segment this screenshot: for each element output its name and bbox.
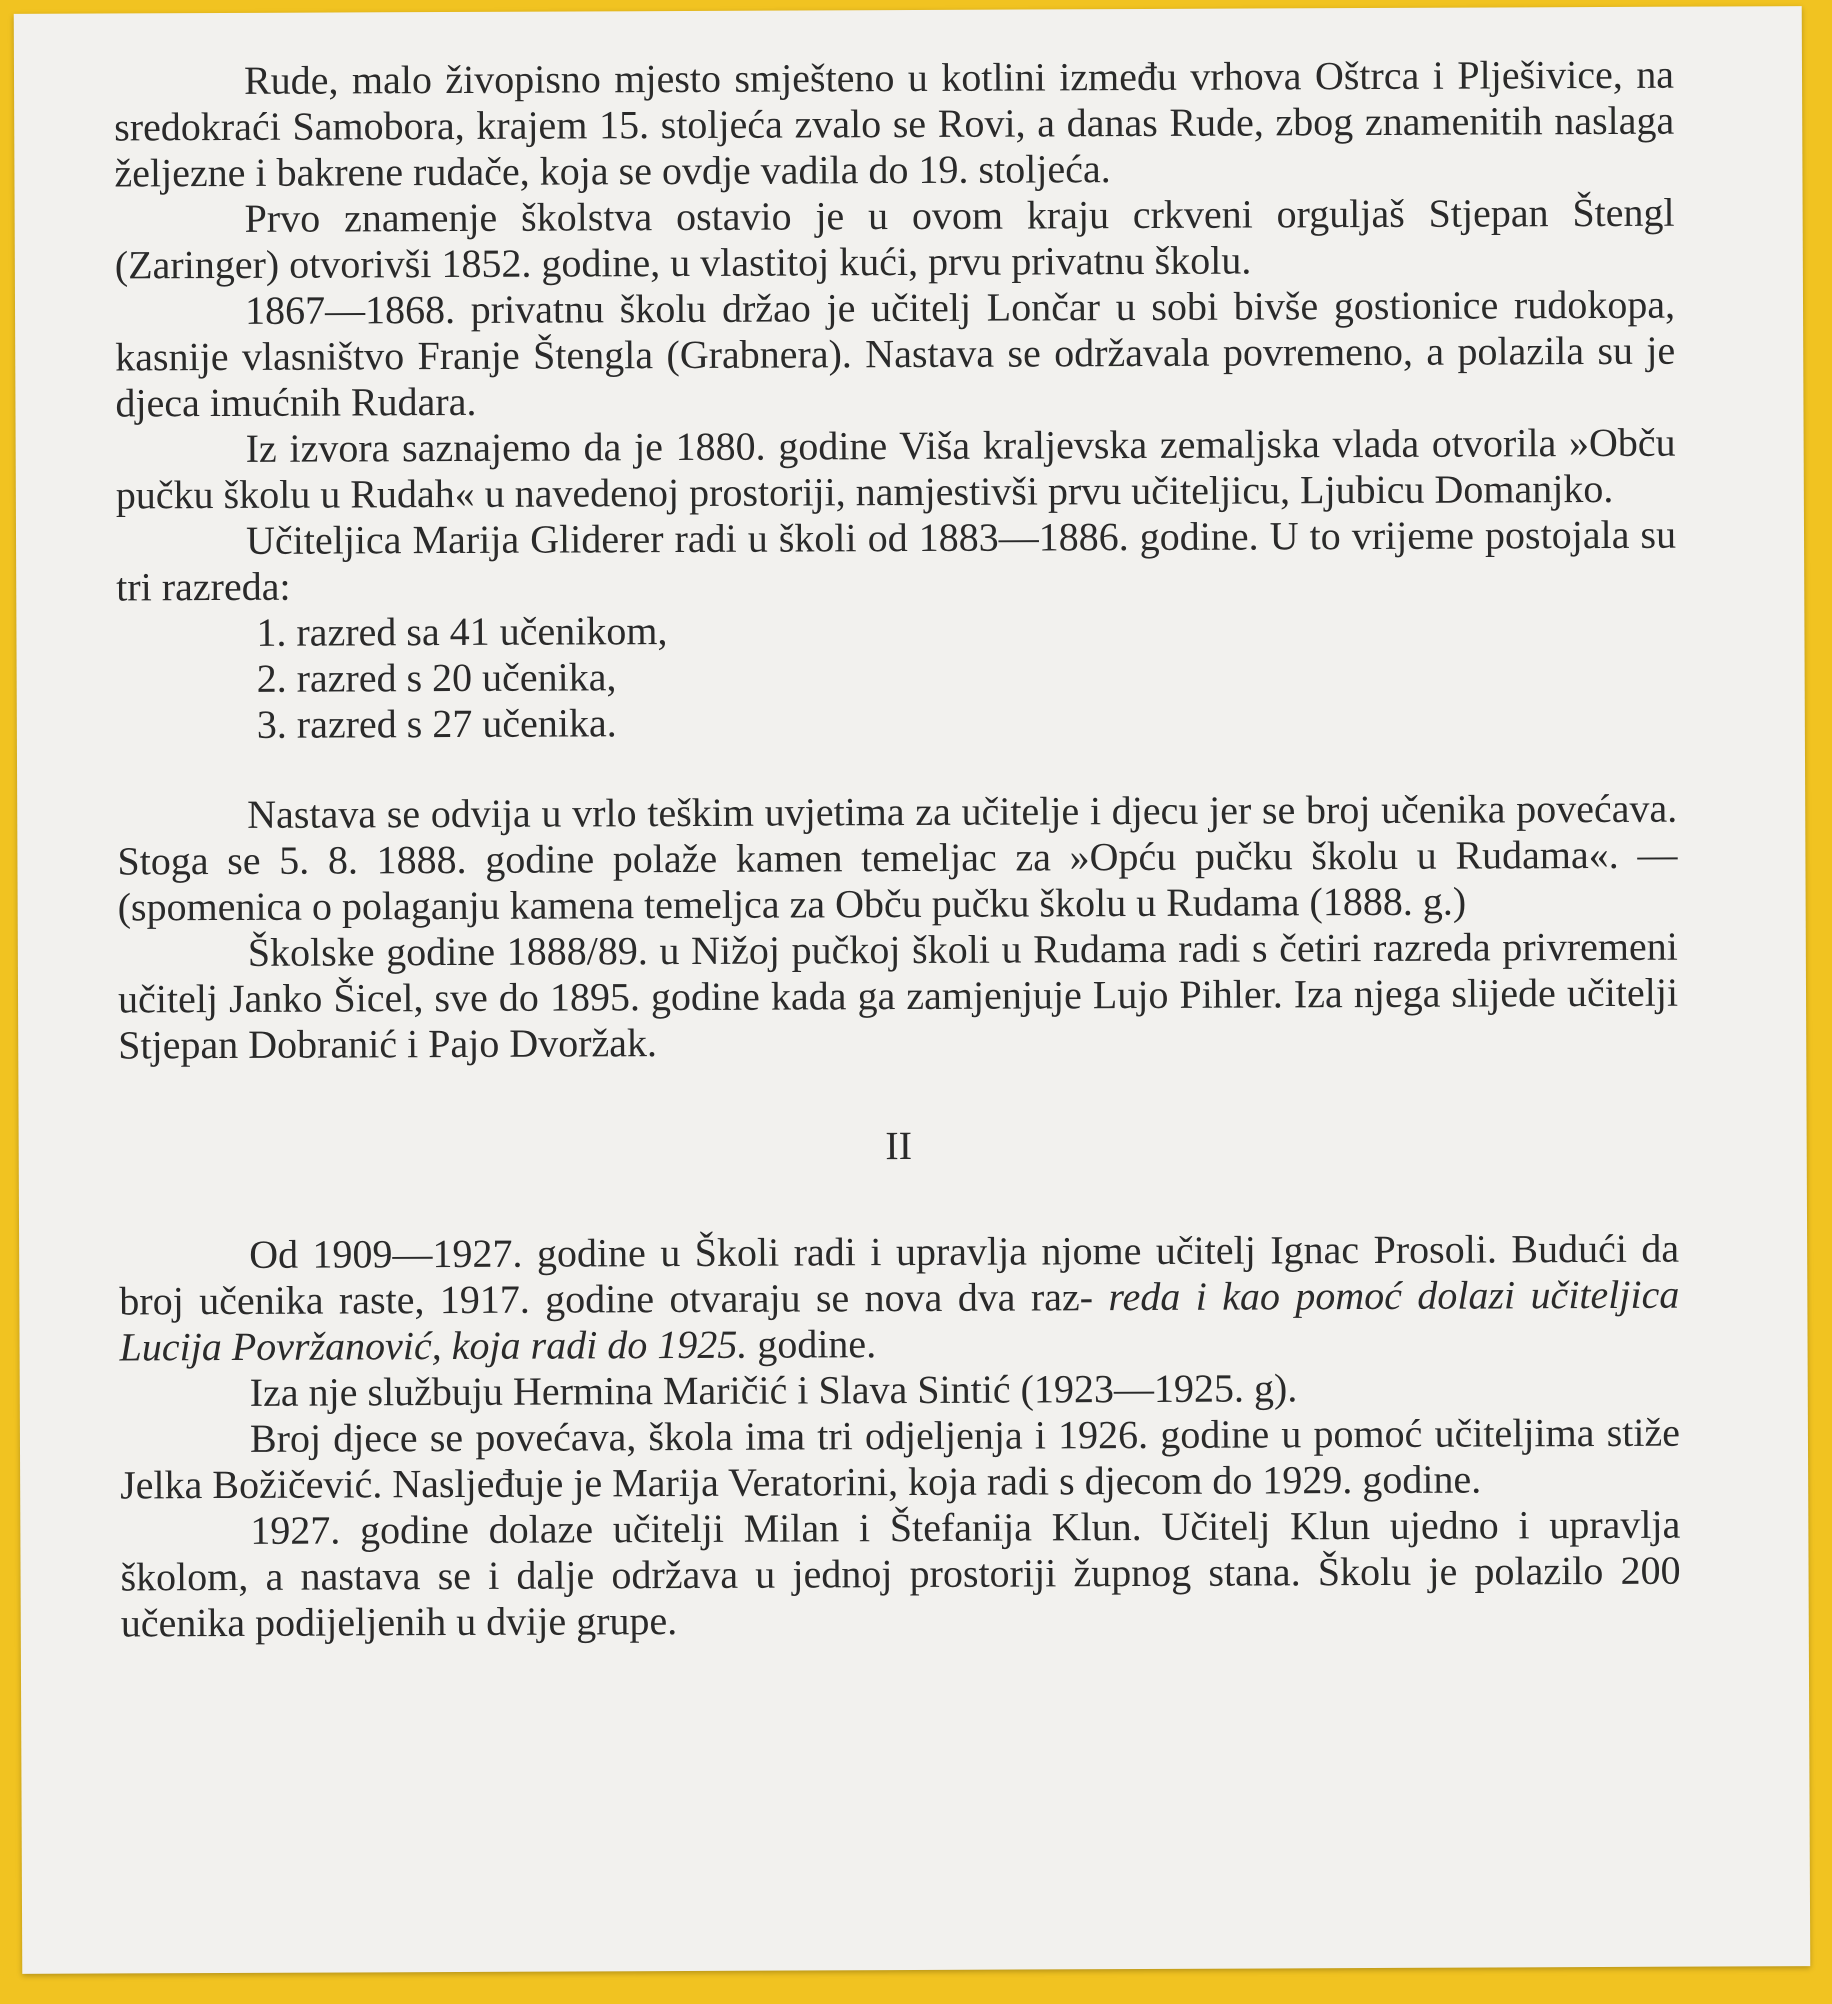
paragraph-maricic-sintic: Iza nje službuju Hermina Maričić i Slava Sintić (1923—1925. g). — [249, 1365, 1298, 1415]
paragraph-prosoli-end: godine. — [757, 1321, 877, 1367]
class-list — [116, 604, 1677, 749]
spacer — [117, 742, 1677, 793]
paragraph-first-school: Prvo znamenje školstva ostavio je u ovom kraju crkveni orguljaš Stjepan Štengl (Zaringer) otvorivši 1852. godine, u vlastitoj kući, prvu privatnu školu. — [114, 189, 1675, 288]
paragraph-prosoli — [119, 1226, 1680, 1371]
list-item: 1. razred sa 41 učenikom, — [256, 608, 668, 655]
paragraph-private-school: 1867—1868. privatnu školu držao je učitelj Lončar u sobi bivše gostionice rudokopa, kasnije vlasništvo Franje Štengla (Grabnera). Nastava se održavala povremeno, a polazila su je djeca imućnih Rudara. — [115, 281, 1676, 426]
paragraph-gliderer: Učiteljica Marija Gliderer radi u školi od 1883—1886. godine. U to vrijeme postojala su tri razreda: — [116, 511, 1677, 610]
paragraph-rude-intro: Rude, malo živopisno mjesto smješteno u kotlini između vrhova Oštrca i Plješivice, na sredokraći Samobora, krajem 15. stoljeća zvalo se Rovi, a danas Rude, zbog znamenitih naslaga željezne i bakrene rudače, koja se ovdje vadila do 19. stoljeća. — [114, 51, 1675, 196]
paragraph-prosoli-italic: reda i kao pomoć dolazi učiteljica Lucija Povržanović, koja radi do 1925. — [119, 1271, 1680, 1370]
section-heading: II — [885, 1123, 913, 1169]
document-page — [14, 6, 1811, 1974]
paragraph-prosoli-start: Od 1909—1927. godine u Školi radi i upravlja njome učitelj Ignac Prosoli. Budući da broj učenika raste, 1917. godine otvaraju se nova dva raz- — [119, 1225, 1680, 1324]
paragraph-klun: 1927. godine dolaze učitelji Milan i Štefanija Klun. Učitelj Klun ujedno i upravlja školom, a nastava se i dalje održava u jednoj prostoriji župnog stana. Školu je polazilo 200 učenika podijeljenih u dvije grupe. — [120, 1501, 1681, 1646]
paragraph-public-school-1880: Iz izvora saznajemo da je 1880. godine Viša kraljevska zemaljska vlada otvorila »Obču pučku školu u Rudah« u navedenoj prostoriji, namjestivši prvu učiteljicu, Ljubicu Domanjko. — [115, 419, 1676, 518]
paragraph-school-year-1888: Školske godine 1888/89. u Nižoj pučkoj školi u Rudama radi s četiri razreda privremeni učitelj Janko Šicel, sve do 1895. godine kada ga zamjenjuje Lujo Pihler. Iza njega slijede učitelji Stjepan Dobranić i Pajo Dvoržak. — [117, 923, 1679, 1068]
list-item: 3. razred s 27 učenika. — [256, 700, 617, 747]
paragraph-bozicevic: Broj djece se povećava, škola ima tri odjeljenja i 1926. godine u pomoć učiteljima stiže Jelka Božičević. Nasljeđuje je Marija Veratorini, koja radi s djecom do 1929. godine. — [120, 1409, 1681, 1508]
document-text — [114, 52, 1681, 1647]
list-item: 2. razred s 20 učenika, — [256, 654, 617, 701]
paragraph-foundation-stone: Nastava se odvija u vrlo teškim uvjetima za učitelje i djecu jer se broj učenika povećava. Stoga se 5. 8. 1888. godine polaže kamen temeljac za »Opću pučku školu u Rudama«. — (spomenica o polaganju kamena temeljca za Obču pučku školu u Rudama (1888. g.) — [117, 785, 1678, 930]
